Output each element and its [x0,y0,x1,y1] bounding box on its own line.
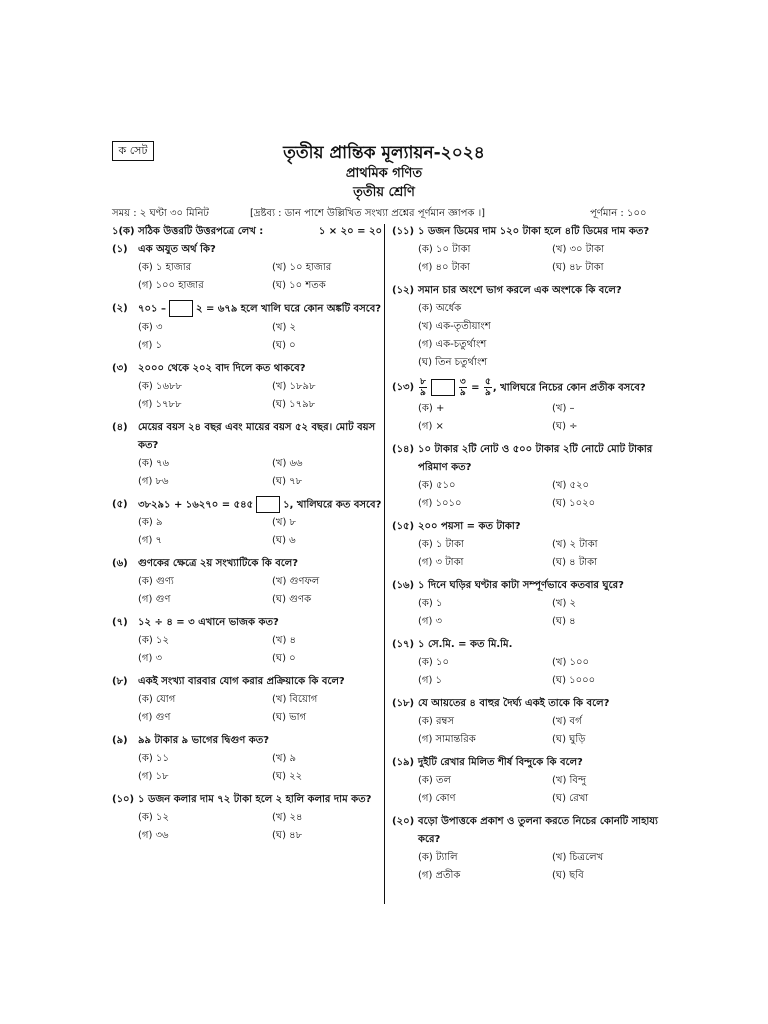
question-19 [392,754,662,808]
option: (ক) ১৬৮৮ [138,380,182,392]
question-text: একই সংখ্যা বারবার যোগ করার প্রক্রিয়াকে কি বলে? [138,676,345,687]
question-text: ১২ ÷ ৪ = ৩ এখানে ভাজক কত? [138,617,279,628]
option: (ঘ) ৪ [552,615,576,627]
option: (গ) ৪০ টাকা [418,262,470,273]
option: (ক) ১০ টাকা [418,244,471,255]
fraction [419,377,427,398]
question-7 [112,614,382,668]
option: (গ) গুণ [138,594,171,605]
option: (খ) ৫২০ [552,479,590,491]
option: (ঘ) ভাগ [272,712,307,723]
question-text: ১ সে.মি. = কত মি.মি. [418,638,513,650]
option: (খ) ২ [272,321,297,333]
option: (গ) প্রতীক [418,869,461,881]
option: (খ) গুণফল [272,576,320,587]
option: (খ) ১০০ [552,656,590,668]
option: (ঘ) ১০ শতক [272,280,326,291]
question-18 [392,695,662,749]
option: (গ) ৩ টাকা [418,556,464,568]
exam-title: তৃতীয় প্রান্তিক মূল্যায়ন-২০২৪ [283,143,485,163]
set-label: ক সেট [112,141,154,161]
option: (গ) ৩৬ [138,830,169,841]
question-text-part: ৭০১ – [138,303,166,315]
option: (ক) ৩ [138,321,163,333]
option: (ঘ) ৪৮ [272,830,303,841]
question-number: (৩) [112,362,128,374]
question-text: ১ ডজন ডিমের দাম ১২০ টাকা হলে ৪টি ডিমের দাম কত? [418,226,650,237]
question-1 [112,241,382,295]
question-text: ৯৯ টাকার ৯ ভাগের দ্বিগুণ কত? [138,735,270,746]
option: (ক) তল [418,774,451,786]
option: (গ) ৩ [418,615,443,627]
time-info: সময় : ২ ঘণ্টা ৩০ মিনিট [112,208,209,219]
option: (খ) বিয়োগ [272,694,318,705]
question-15 [392,518,662,572]
question-text: ২০০ পয়সা = কত টাকা? [418,520,521,532]
question-6 [112,555,382,609]
question-number: (৭) [112,617,128,628]
full-marks: পূর্ণমান : ১০০ [590,208,647,219]
question-4 [112,419,382,491]
option: (ঘ) ৪৮ টাকা [552,262,604,273]
question-number: (১৬) [392,579,415,591]
option: (খ) ৩০ টাকা [552,244,604,255]
class-title: তৃতীয় শ্রেণি [353,185,415,200]
question-text-part: ১, খালিঘরে কত বসবে? [283,499,382,510]
question-number: (৮) [112,676,128,687]
option: (ক) ৫১০ [418,479,456,491]
fraction-numerator: ৩ [459,377,466,387]
option: (ক) ১ টাকা [418,538,464,550]
option: (গ) ৭ [138,535,163,546]
question-number: (১২) [392,285,415,296]
option: (খ) – [552,402,575,414]
option: (গ) কোণ [418,792,456,804]
option: (ঘ) ১০০০ [552,674,596,686]
question-text: দুইটি রেখার মিলিত শীর্ষ বিন্দুকে কি বলে? [418,756,583,768]
question-number: (২০) [392,815,415,827]
question-text: ১ ডজন কলার দাম ৭২ টাকা হলে ২ হালি কলার দাম কত? [138,794,372,805]
question-number: (১৫) [392,520,415,532]
instruction-row [112,223,382,241]
option: (খ) ৮ [272,517,297,528]
option: (ঘ) ১৭৯৮ [272,398,316,410]
option: (ক) ১২ [138,812,169,823]
fraction-numerator: ৫ [485,377,491,387]
option: (গ) ১০০ হাজার [138,280,204,291]
question-number: (২) [112,303,128,314]
question-text: যে আয়তের ৪ বাহুর দৈর্ঘ্য একই তাকে কি বলে? [418,697,610,709]
option: (গ) ৮৬ [138,475,169,487]
question-17 [392,636,662,690]
option: (খ) ৯ [272,753,297,764]
option: (ঘ) ৪ টাকা [552,556,598,568]
option: (ঘ) ০ [272,339,296,351]
option: (ক) ১১ [138,753,169,764]
question-text-part: খালিঘরে নিচের কোন প্রতীক বসবে? [500,382,646,394]
question-text: ১০ টাকার ২টি নোট ও ৫০০ টাকার ২টি নোটে মোট টাকার পরিমাণ কত? [418,443,653,473]
option: (ক) ১ হাজার [138,262,192,273]
option: (ক) ৭৬ [138,457,169,469]
question-20 [392,813,662,885]
question-text: মেয়ের বয়স ২৪ বছর এবং মায়ের বয়স ৫২ বছর। মোট বয়স কত? [138,421,376,451]
question-13: (১৩) $\frac{৮}{৯}$ $\frac{৩}{৯}$ = $\frac{৫}{৯}$ , খালিঘরে নিচের কোন প্রতীক বসবে? (ক) + (খ) – (গ) × (ঘ) ÷ [392,377,662,436]
option: (ক) ট্যালি [418,851,458,863]
option: (ঘ) ২২ [272,771,303,782]
question-number: (৯) [112,735,128,746]
question-text-part: ২ = ৬৭৯ হলে খালি ঘরে কোন অঙ্কটি বসবে? [195,303,382,315]
option: (খ) চিত্রলেখ [552,851,604,863]
option: (গ) × [418,420,444,432]
option: (ঘ) রেখা [552,792,589,804]
option: (ঘ) তিন চতুর্থাংশ [418,357,488,368]
fraction-numerator: ৮ [420,377,426,387]
question-number: (১১) [392,226,415,237]
question-8 [112,673,382,727]
answer-blank-box [431,379,455,396]
fraction [459,377,467,398]
question-9 [112,732,382,786]
question-number: (৪) [112,421,128,433]
option: (ঘ) ÷ [552,420,578,432]
subject-title: প্রাথমিক গণিত [345,166,423,181]
option: (গ) গুণ [138,712,171,723]
option: (খ) ৪ [272,635,297,646]
fraction [484,377,492,398]
option: (খ) ১৮৯৮ [272,380,316,392]
question-text-part: ৩৮২৯১ + ১৬২৭০ = ৫৪৫ [138,499,254,510]
question-text: গুণকের ক্ষেত্রে ২য় সংখ্যাটিকে কি বলে? [138,558,299,569]
question-number: (১৭) [392,638,415,650]
option: (খ) এক-তৃতীয়াংশ [418,321,491,332]
column-divider [384,224,385,904]
option: (খ) ২৪ [272,812,303,823]
option: (ক) রম্বস [418,715,454,727]
fraction-denominator: ৯ [459,388,466,398]
option: (গ) ১৮ [138,771,169,782]
option: (ঘ) ০ [272,653,296,664]
option: (গ) সামান্তরিক [418,733,476,745]
question-number: (১৩) [392,382,415,393]
option: (খ) ১০ হাজার [272,262,332,273]
question-text: বড়ো উপাত্তকে প্রকাশ ও তুলনা করতে নিচের কোনটি সাহায্য করে? [418,815,658,845]
option: (গ) ১ [138,339,163,351]
answer-blank-box [256,496,280,513]
question-number: (১৯) [392,756,415,768]
instruction-label: ১(ক) সঠিক উত্তরটি উত্তরপত্রে লেখ : [112,226,264,237]
question-16 [392,577,662,631]
option: (ঘ) ১০২০ [552,497,596,509]
answer-blank-box [169,300,193,317]
question-text: ১ দিনে ঘড়ির ঘণ্টার কাটা সম্পূর্ণভাবে কতবার ঘুরে? [418,579,624,591]
option: (ঘ) ৬ [272,535,296,546]
question-number: (১০) [112,794,135,805]
option: (ঘ) ৭৮ [272,475,303,487]
left-column [112,223,382,845]
instruction-marks: ১ × ২০ = ২০ [318,226,382,237]
option: (ক) + [418,402,445,414]
question-number: (১৪) [392,443,415,455]
fraction-denominator: ৯ [420,388,426,398]
option: (গ) এক-চতুর্থাংশ [418,339,487,350]
option: (গ) ১০১০ [418,497,462,509]
option: (গ) ১৭৮৮ [138,398,182,410]
question-3 [112,360,382,414]
option: (ক) ১ [418,597,443,609]
question-14 [392,441,662,513]
question-text: এক অযুত অর্থ কি? [138,244,216,255]
option: (গ) ১ [418,674,443,686]
option: (গ) ৩ [138,653,163,664]
option: (খ) ৬৬ [272,457,303,469]
option: (ক) গুণ্য [138,576,174,587]
option: (ঘ) ঘুড়ি [552,733,586,745]
marks-note: [দ্রষ্টব্য : ডান পাশে উল্লিখিত সংখ্যা প্রশ্নের পূর্ণমান জ্ঞাপক ।] [250,208,486,219]
option: (ক) অর্ধেক [418,303,462,314]
option: (ক) যোগ [138,694,176,705]
option: (খ) বর্গ [552,715,582,727]
question-10 [112,791,382,845]
question-11 [392,223,662,277]
question-number: (৫) [112,498,128,510]
option: (ঘ) ছবি [552,869,584,881]
option: (ক) ১২ [138,635,169,646]
option: (খ) ২ [552,597,577,609]
question-text: ২০০০ থেকে ২০২ বাদ দিলে কত থাকবে? [138,362,306,374]
question-number: (১৮) [392,697,415,709]
question-5 [112,496,382,551]
right-column [392,223,662,885]
option: (ক) ১০ [418,656,449,668]
question-12 [392,282,662,372]
question-2 [112,300,382,355]
question-text: সমান চার অংশে ভাগ করলে এক অংশকে কি বলে? [418,285,622,296]
question-number: (৬) [112,558,128,569]
option: (খ) বিন্দু [552,774,586,786]
option: (ঘ) গুণক [272,594,312,605]
question-number: (১) [112,244,128,255]
option: (ক) ৯ [138,517,163,528]
option: (খ) ২ টাকা [552,538,598,550]
fraction-denominator: ৯ [485,388,491,398]
